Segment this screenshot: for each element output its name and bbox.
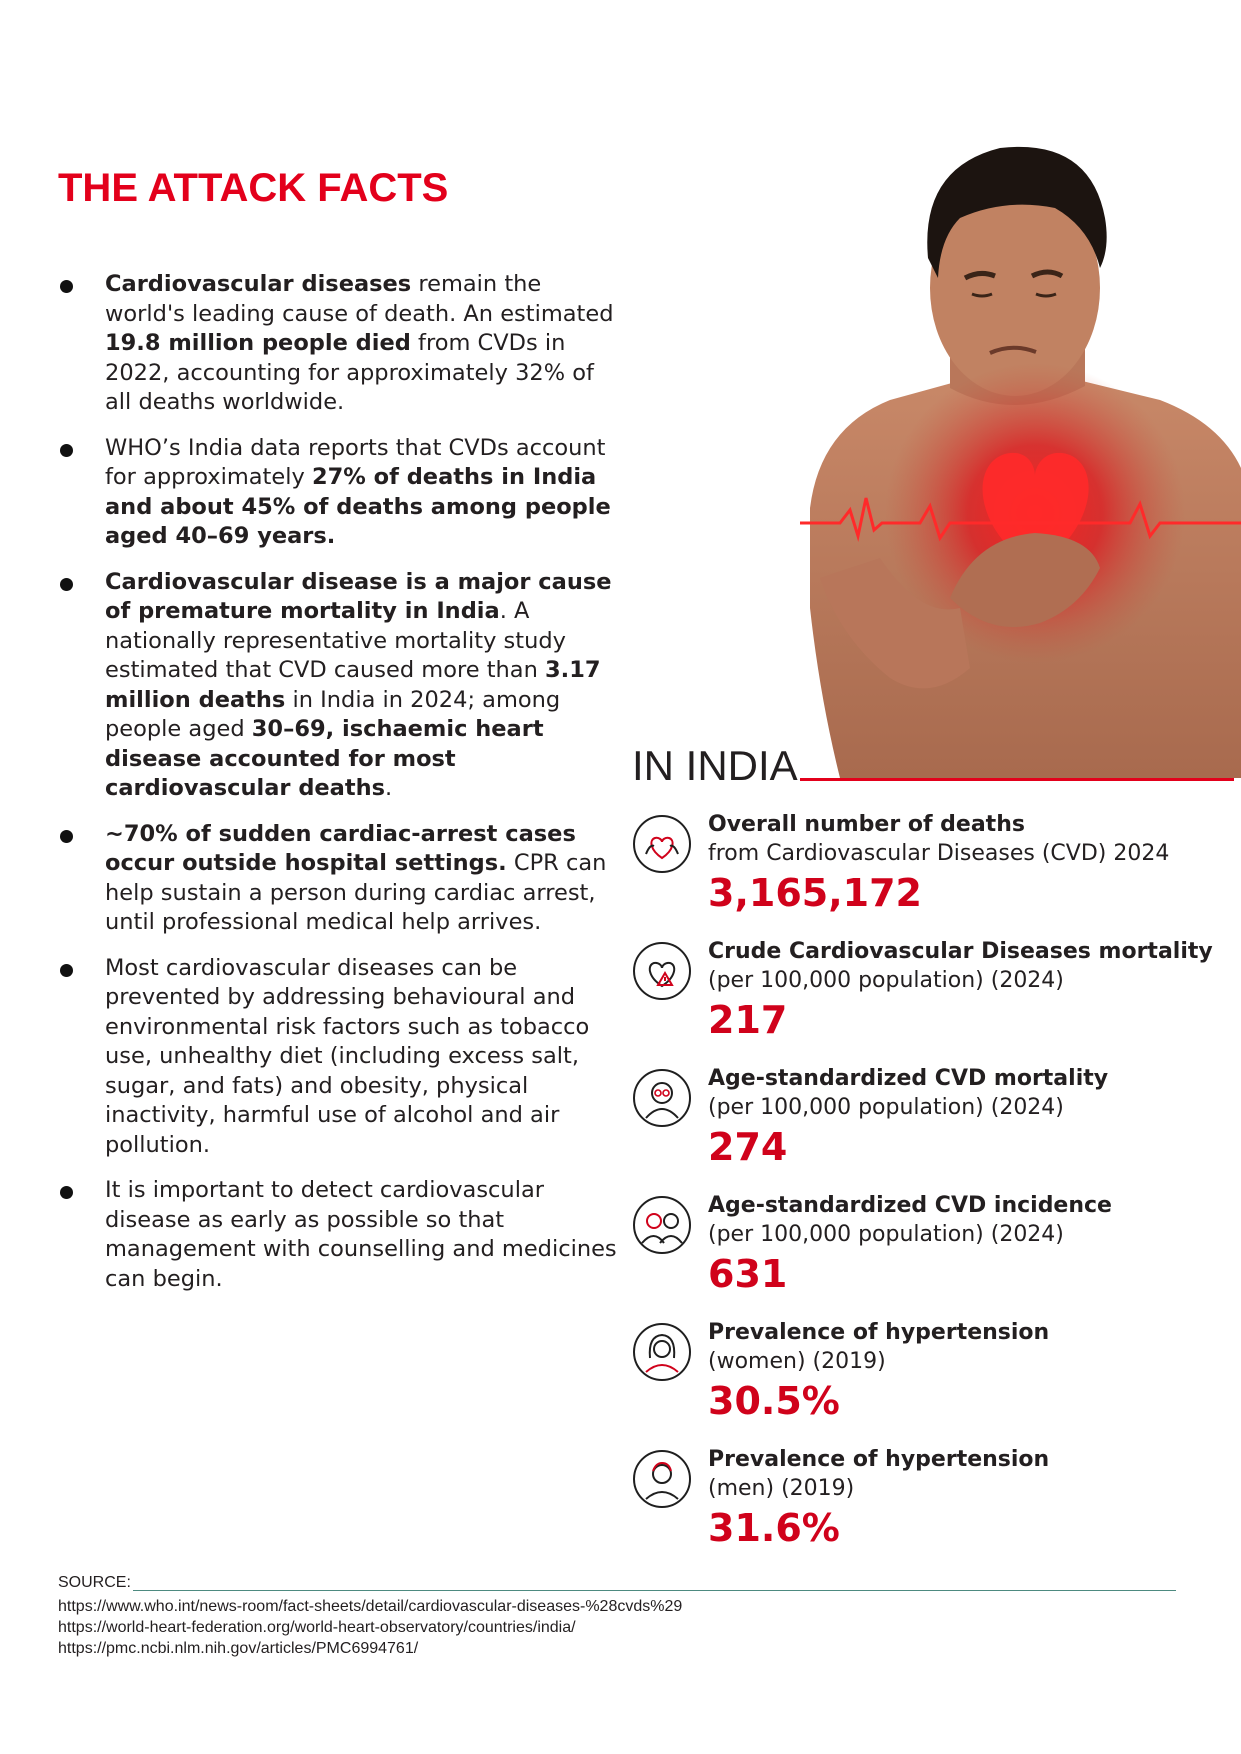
fact-segment: remain the world's leading cause of death. An estimated <box>105 271 614 327</box>
fact-bold-text: 27% of deaths in India and about 45% of deaths among people aged 40–69 years. <box>105 464 611 549</box>
fact-segment: WHO’s India data reports that CVDs account for approximately <box>105 434 606 490</box>
heart-attack-illustration <box>800 138 1241 778</box>
fact-item <box>58 568 618 804</box>
stat-label: Prevalence of hypertension <box>708 1320 1050 1345</box>
stat-label: Overall number of deaths <box>708 812 1025 837</box>
heart-warning-icon <box>632 941 692 1001</box>
heart-hands-icon <box>632 814 692 874</box>
source-label: SOURCE: <box>58 1574 131 1591</box>
source-link[interactable]: https://pmc.ncbi.nlm.nih.gov/articles/PMC6994761/ <box>58 1640 419 1657</box>
fact-text <box>105 271 614 415</box>
source-link[interactable]: https://world-heart-federation.org/world-heart-observatory/countries/india/ <box>58 1619 576 1636</box>
man-icon <box>632 1449 692 1509</box>
elderly-couple-icon <box>632 1195 692 1255</box>
stat-value: 31.6% <box>708 1506 840 1550</box>
stat-label: Crude Cardiovascular Diseases mortality <box>708 939 1213 964</box>
stat-sublabel: from Cardiovascular Diseases (CVD) 2024 <box>708 841 1170 866</box>
fact-segment: It is important to detect cardiovascular disease as early as possible so that management with counselling and medicines can begin. <box>105 1177 617 1292</box>
page-title: THE ATTACK FACTS <box>58 166 449 210</box>
fact-segment: . A nationally representative mortality study estimated that CVD caused more than <box>105 598 566 683</box>
stat-sublabel: (per 100,000 population) (2024) <box>708 1222 1064 1247</box>
fact-bold-text: 30–69, ischaemic heart disease accounted for most cardiovascular deaths <box>105 716 544 801</box>
stat-value: 3,165,172 <box>708 871 922 915</box>
fact-bold-text: Cardiovascular diseases <box>105 271 412 297</box>
fact-text <box>105 435 611 550</box>
fact-segment: in India in 2024; among people aged <box>105 686 561 742</box>
fact-segment: CPR can help sustain a person during cardiac arrest, until professional medical help arrives. <box>105 850 607 935</box>
fact-bold-text: 3.17 million deaths <box>105 657 601 713</box>
woman-icon <box>632 1322 692 1382</box>
stat-value: 274 <box>708 1125 788 1169</box>
stat-sublabel: (per 100,000 population) (2024) <box>708 1095 1064 1120</box>
fact-text <box>105 569 612 802</box>
fact-bold-text: ~70% of sudden cardiac-arrest cases occur outside hospital settings. <box>105 820 576 876</box>
fact-text <box>105 821 606 936</box>
section-title: IN INDIA <box>632 742 798 789</box>
stat-value: 30.5% <box>708 1379 840 1423</box>
fact-segment: . <box>385 775 393 801</box>
fact-item <box>58 434 618 552</box>
facts-list <box>58 270 618 1310</box>
fact-segment: from CVDs in 2022, accounting for approximately 32% of all deaths worldwide. <box>105 330 594 415</box>
source-list <box>58 1596 682 1659</box>
section-divider <box>800 778 1234 781</box>
fact-item <box>58 270 618 418</box>
source-divider <box>133 1590 1176 1591</box>
stat-sublabel: (per 100,000 population) (2024) <box>708 968 1064 993</box>
fact-text <box>105 955 589 1158</box>
stat-sublabel: (women) (2019) <box>708 1349 886 1374</box>
fact-bold-text: Cardiovascular disease is a major cause of premature mortality in India <box>105 568 612 624</box>
source-link[interactable]: https://www.who.int/news-room/fact-sheets/detail/cardiovascular-diseases-%28cvds%29 <box>58 1598 683 1615</box>
stat-label: Age-standardized CVD mortality <box>708 1066 1109 1091</box>
stat-sublabel: (men) (2019) <box>708 1476 855 1501</box>
fact-item <box>58 820 618 938</box>
stat-value: 631 <box>708 1252 788 1296</box>
stat-label: Age-standardized CVD incidence <box>708 1193 1112 1218</box>
fact-item <box>58 1176 618 1294</box>
fact-item <box>58 954 618 1161</box>
elderly-person-icon <box>632 1068 692 1128</box>
fact-segment: Most cardiovascular diseases can be prevented by addressing behavioural and environmental risk factors such as tobacco use, unhealthy diet (including excess salt, sugar, and fats) and obesity, physical inactivity, harmful use of alcohol and air pollution. <box>105 954 590 1158</box>
fact-bold-text: 19.8 million people died <box>105 330 411 356</box>
stat-label: Prevalence of hypertension <box>708 1447 1050 1472</box>
stat-value: 217 <box>708 998 788 1042</box>
fact-text <box>105 1177 617 1292</box>
